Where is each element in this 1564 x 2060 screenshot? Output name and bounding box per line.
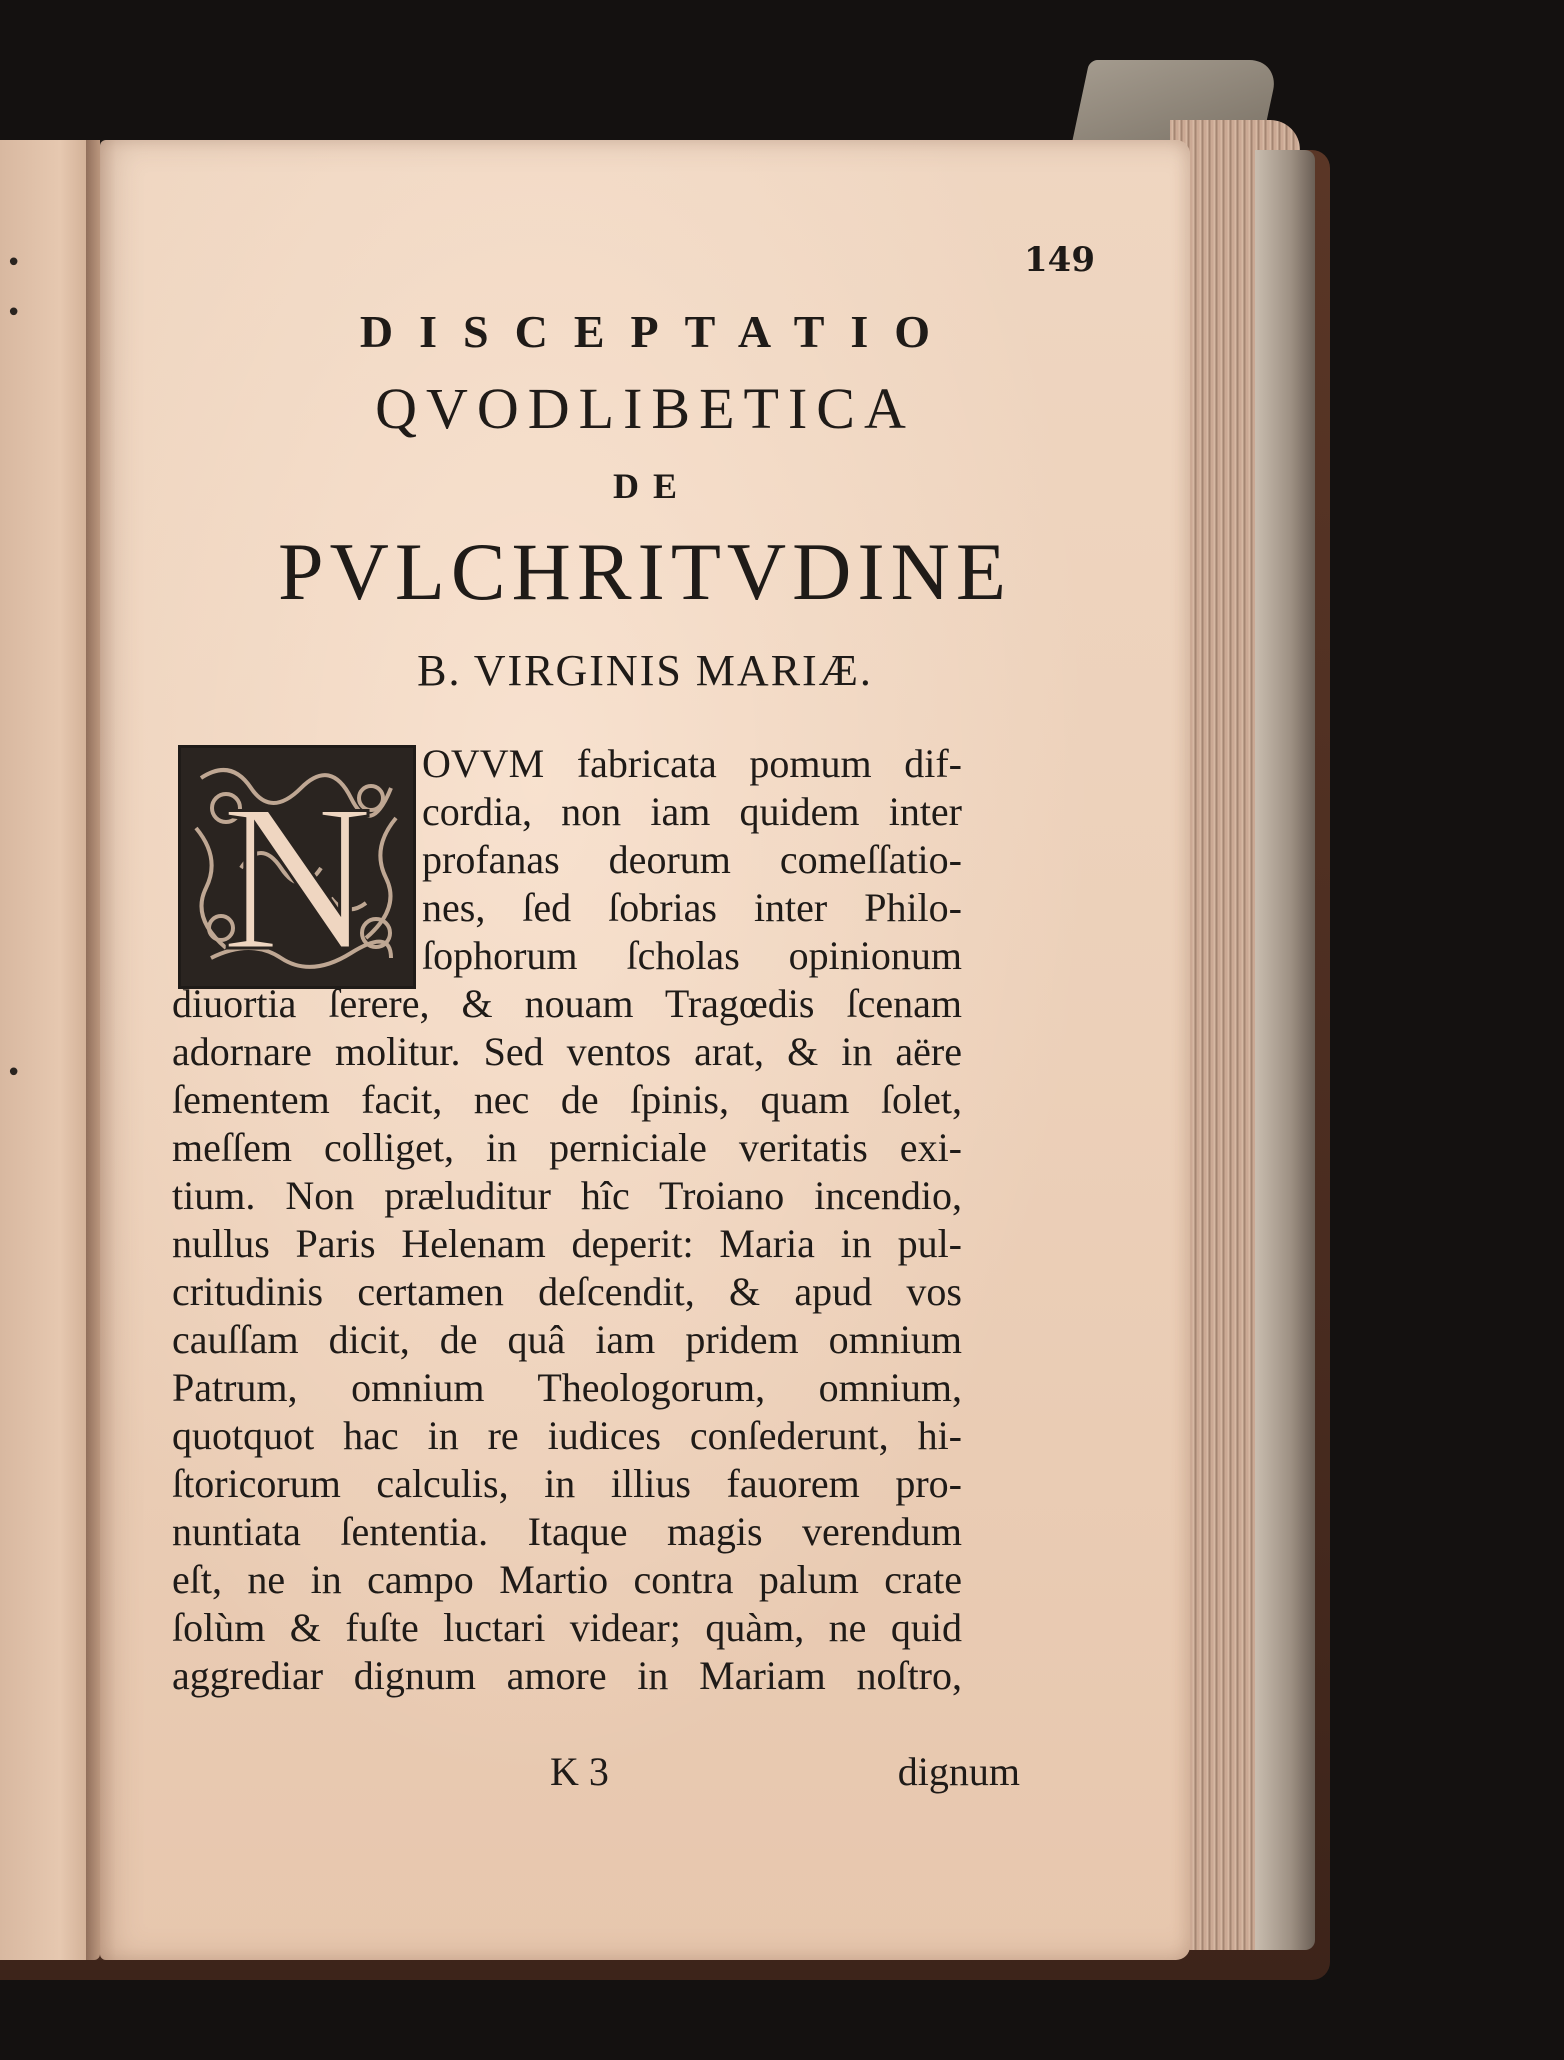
- body-line: diuortia ſerere, & nouam Tragœdis ſcenam: [172, 981, 962, 1026]
- decorated-initial: [178, 745, 416, 989]
- body-line: adornare molitur. Sed ventos arat, & in aëre: [172, 1029, 962, 1074]
- body-line: ſtoricorum calculis, in illius fauorem pro-: [172, 1461, 962, 1506]
- body-line: ſementem facit, nec de ſpinis, quam ſolet,: [172, 1077, 962, 1122]
- title-line-1: DISCEPTATIO: [359, 306, 957, 357]
- body-line: ſophorum ſcholas opinionum: [422, 933, 962, 978]
- body-line: profanas deorum comeſſatio-: [422, 837, 962, 882]
- page-number: 149: [1024, 240, 1095, 280]
- body-line: Patrum, omnium Theologorum, omnium,: [172, 1365, 962, 1410]
- facing-page-left: [0, 140, 100, 1960]
- body-line: tium. Non præluditur hîc Troiano incendio,: [172, 1173, 962, 1218]
- body-line: aggrediar dignum amore in Mariam noſtro,: [172, 1653, 962, 1698]
- body-line: nullus Paris Helenam deperit: Maria in pul-: [172, 1221, 962, 1266]
- decorated-initial-art: [181, 748, 413, 986]
- body-line: meſſem colliget, in perniciale veritatis exi-: [172, 1125, 962, 1170]
- title-line-5: B. VIRGINIS MARIÆ.: [417, 646, 873, 695]
- signature-mark: K 3: [550, 1749, 609, 1794]
- body-line: eſt, ne in campo Martio contra palum crate: [172, 1557, 962, 1602]
- catchword: dignum: [897, 1749, 1020, 1794]
- margin-glyph: •: [6, 1058, 22, 1088]
- initial-letter: N: [221, 762, 373, 986]
- body-line: critudinis certamen deſcendit, & apud vos: [172, 1269, 962, 1314]
- gutter-shadow: [86, 140, 116, 1960]
- main-page: [100, 140, 1190, 1960]
- margin-glyph: •: [6, 298, 22, 328]
- body-line: quotquot hac in re iudices conſederunt, hi-: [172, 1413, 962, 1458]
- title-line-2: QVODLIBETICA: [375, 376, 915, 441]
- body-line: ſolùm & fuſte luctari videar; quàm, ne quid: [172, 1605, 962, 1650]
- title-line-4: PVLCHRITVDINE: [278, 526, 1012, 617]
- margin-glyph: •: [6, 248, 22, 278]
- body-line: OVVM fabricata pomum dif-: [422, 741, 962, 786]
- title-line-3: DE: [612, 466, 691, 506]
- body-line: cordia, non iam quidem inter: [422, 789, 962, 834]
- body-line: nes, ſed ſobrias inter Philo-: [422, 885, 962, 930]
- body-line: cauſſam dicit, de quâ iam pridem omnium: [172, 1317, 962, 1362]
- spine-wrapper-strip: [1255, 150, 1315, 1950]
- body-line: nuntiata ſententia. Itaque magis verendum: [172, 1509, 962, 1554]
